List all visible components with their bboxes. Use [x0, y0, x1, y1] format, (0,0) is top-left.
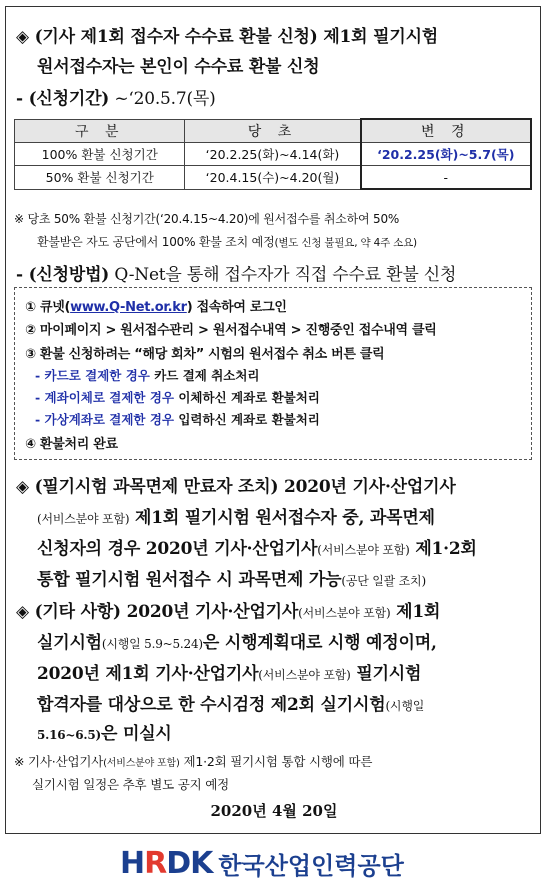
col-changed: 변 경 [361, 119, 531, 143]
note1-small: (별도 신청 불필요, 약 4주 소요) [274, 237, 417, 249]
col-original: 당 초 [185, 119, 361, 143]
step-1-pre: 큐넷( [35, 300, 71, 315]
col-category: 구 분 [15, 119, 185, 143]
section2-l2-small: (서비스분야 포함) [37, 512, 130, 526]
virtual-case: - 가상계좌로 결제한 경우 [35, 412, 174, 427]
table-row [15, 143, 532, 166]
virtual-action: 입력하신 계좌로 환불처리 [174, 412, 320, 427]
transfer-case: - 계좌이체로 결제한 경우 [35, 390, 174, 405]
section2-l1: (필기시험 과목면제 만료자 조치) 2020년 기사·산업기사 [34, 477, 456, 497]
method-text: Q-Net을 통해 접수자가 직접 수수료 환불 신청 [109, 265, 457, 285]
section3-l3-small: (서비스분야 포함) [258, 668, 351, 682]
refund-steps-box [14, 287, 532, 460]
note1-main: 환불받은 자도 공단에서 100% 환불 조치 예정 [37, 235, 275, 249]
note1-line2 [37, 233, 417, 250]
note2-l1-b: 제1·2회 필기시험 통합 시행에 따른 [179, 754, 373, 769]
table-row [15, 166, 532, 190]
section3-l4-small: (시행일 [385, 699, 425, 713]
section2-l3-a: 신청자의 경우 2020년 기사·산업기사 [37, 539, 318, 559]
hrdk-logo [120, 846, 404, 881]
step-1 [25, 296, 287, 315]
section2-l2-rest: 제1회 필기시험 원서접수자 중, 과목면제 [129, 508, 435, 528]
section2-l3-small: (서비스분야 포함) [317, 543, 410, 557]
section3-line5 [37, 719, 172, 744]
section1-bullet: ◈ [16, 27, 29, 47]
section2-line3 [37, 534, 477, 559]
cell: ‘20.4.15(수)~4.20(월) [185, 166, 361, 190]
section2-l4-a: 통합 필기시험 원서접수 시 과목면제 가능 [37, 570, 342, 590]
section3-l3-b: 필기시험 [350, 664, 422, 684]
section3-bullet: ◈ [16, 602, 29, 622]
step-1-post: ) 접속하여 로그인 [186, 300, 287, 315]
section2-line1 [16, 472, 456, 497]
step-4: ④ 환불처리 완료 [25, 437, 118, 452]
qnet-link[interactable]: www.Q-Net.or.kr [70, 300, 187, 315]
section3-l5-small: 5.16~6.5) [37, 728, 102, 742]
section3-l1-small: (서비스분야 포함) [298, 606, 391, 620]
section3-line3 [37, 659, 421, 684]
hrdk-dk: DK [166, 846, 213, 881]
step-2: ② 마이페이지 > 원서접수관리 > 원서접수내역 > 진행중인 접수내역 클릭 [25, 323, 437, 338]
table-header-row [15, 119, 532, 143]
section2-l4-small: (공단 일괄 조치) [341, 574, 426, 588]
section3-line2 [37, 628, 437, 653]
card-case: - 카드로 결제한 경우 [35, 368, 150, 383]
section3-l1-b: 제1회 [390, 602, 441, 622]
card-action: 카드 결제 취소처리 [149, 368, 260, 383]
section1-head: (기사 제1회 접수자 수수료 환불 신청) [34, 27, 318, 47]
step-3-card [35, 366, 260, 384]
section2-line4 [37, 565, 426, 590]
section3-line1 [16, 597, 440, 622]
section3-l3-a: 2020년 제1회 기사·산업기사 [37, 664, 259, 684]
step-3-transfer [35, 388, 320, 406]
notice-date: 2020년 4월 20일 [210, 802, 338, 820]
cell: ‘20.2.25(화)~4.14(화) [185, 143, 361, 166]
section3-l1-a: (기타 사항) 2020년 기사·산업기사 [34, 602, 299, 622]
section3-line4 [37, 690, 424, 715]
note2-l1-small: (서비스분야 포함) [103, 758, 180, 769]
cell: 50% 환불 신청기간 [15, 166, 185, 190]
step-3: ③ 환불 신청하려는 “해당 회차” 시험의 원서접수 취소 버튼 클릭 [25, 347, 385, 362]
hrdk-h: H [120, 846, 145, 881]
cell: 100% 환불 신청기간 [15, 143, 185, 166]
method-label: - (신청방법) [16, 265, 110, 285]
refund-schedule-table [14, 118, 532, 190]
application-period [16, 84, 216, 109]
section3-l4-a: 합격자를 대상으로 한 수시검정 제2회 실기시험 [37, 695, 386, 715]
note2-l1-a: ※ 기사·산업기사 [14, 754, 104, 769]
period-label: - (신청기간) [16, 89, 110, 109]
application-method [16, 260, 456, 285]
section3-l2-a: 실기시험 [37, 633, 102, 653]
section1-line2: 원서접수자는 본인이 수수료 환불 신청 [37, 57, 320, 77]
section1-line1-rest: 제1회 필기시험 [317, 27, 439, 47]
note1-line1: ※ 당초 50% 환불 신청기간(‘20.4.15~4.20)에 원서접수를 취소하여 50% [14, 212, 400, 226]
section2-line2 [37, 503, 435, 528]
section3-l2-small: (시행일 5.9~5.24) [101, 637, 203, 651]
hrdk-r: R [144, 846, 167, 881]
section2-l3-b: 제1·2회 [409, 539, 477, 559]
section3-l2-b: 은 시행계획대로 시행 예정이며, [202, 633, 437, 653]
step-1-num: ① [25, 300, 36, 315]
period-value: ~‘20.5.7(목) [109, 89, 216, 109]
cell-changed: - [361, 166, 531, 190]
cell-changed: ‘20.2.25(화)~5.7(목) [361, 143, 531, 166]
section3-l5-b: 은 미실시 [101, 724, 172, 744]
org-name: 한국산업인력공단 [218, 852, 404, 880]
note2-line2: 실기시험 일정은 추후 별도 공지 예정 [32, 777, 229, 792]
transfer-action: 이체하신 계좌로 환불처리 [174, 390, 320, 405]
section1-line1 [16, 22, 438, 47]
section2-bullet: ◈ [16, 477, 29, 497]
hrdk-wordmark [120, 846, 212, 881]
step-3-virtual [35, 410, 320, 428]
note2-line1 [14, 752, 372, 770]
